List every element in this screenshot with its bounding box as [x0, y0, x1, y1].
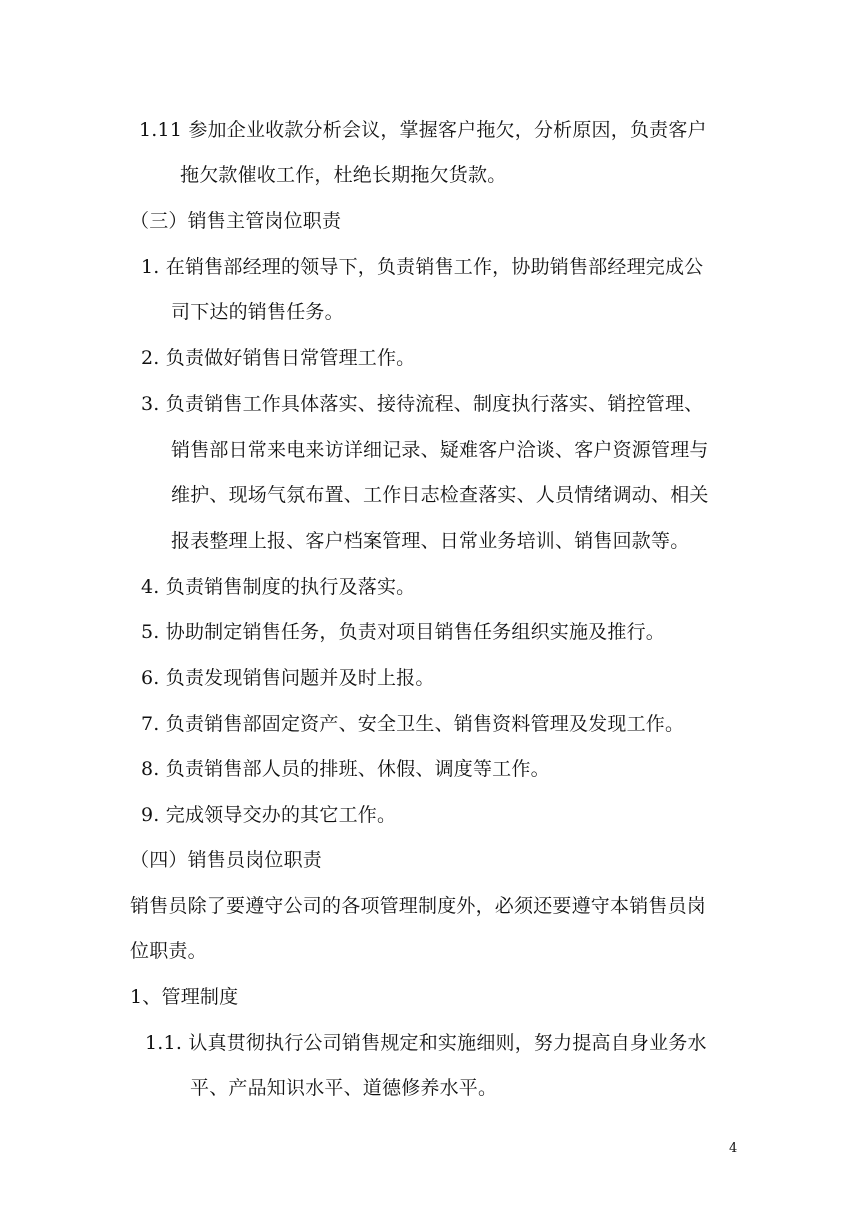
- section-3-item-1-number: 1.: [141, 256, 160, 278]
- section-3-item-1-line-2: 司下达的销售任务。: [171, 301, 344, 323]
- section-3-item-3-line-2: 销售部日常来电来访详细记录、疑难客户洽谈、客户资源管理与: [171, 439, 709, 461]
- item-1-11-line-1: [139, 117, 707, 143]
- section-4-intro-line-2: 位职责。: [130, 940, 207, 962]
- section-3-item-9: [141, 802, 396, 828]
- item-1-1-number: 1.1.: [145, 1032, 183, 1054]
- section-3-item-3-number: 3.: [141, 393, 160, 415]
- item-1-1-line-2: 平、产品知识水平、道德修养水平。: [190, 1077, 498, 1099]
- section-3-item-7: [141, 711, 684, 737]
- item-1-1-line-1: [145, 1030, 707, 1056]
- item-1-11-line-2: 拖欠款催收工作，杜绝长期拖欠货款。: [180, 164, 507, 186]
- item-1-1-text: 认真贯彻执行公司销售规定和实施细则，努力提高自身业务水: [188, 1032, 707, 1054]
- section-3-item-3-line-1: [141, 391, 703, 417]
- section-3-item-8-number: 8.: [141, 758, 160, 780]
- section-3-item-7-text: 负责销售部固定资产、安全卫生、销售资料管理及发现工作。: [165, 713, 685, 735]
- item-1-11-text: 参加企业收款分析会议，掌握客户拖欠，分析原因，负责客户: [188, 119, 707, 141]
- section-4-intro-line-1: 销售员除了要遵守公司的各项管理制度外，必须还要遵守本销售员岗: [130, 895, 707, 917]
- section-3-item-9-text: 完成领导交办的其它工作。: [165, 804, 397, 826]
- section-3-item-1-text: 在销售部经理的领导下，负责销售工作，协助销售部经理完成公: [165, 256, 704, 278]
- section-3-item-5-number: 5.: [141, 621, 160, 643]
- section-3-item-4-number: 4.: [141, 576, 160, 598]
- section-3-item-3-line-3: 维护、现场气氛布置、工作日志检查落实、人员情绪调动、相关: [171, 484, 709, 506]
- section-3-item-5: [141, 619, 665, 645]
- section-3-item-2-number: 2.: [141, 347, 160, 369]
- section-3-heading: （三）销售主管岗位职责: [130, 210, 342, 232]
- section-3-item-2: [141, 345, 415, 371]
- section-4-subheading: 1、管理制度: [130, 986, 239, 1008]
- section-3-item-8-text: 负责销售部人员的排班、休假、调度等工作。: [165, 758, 550, 780]
- section-3-item-9-number: 9.: [141, 804, 160, 826]
- section-3-item-5-text: 协助制定销售任务，负责对项目销售任务组织实施及推行。: [165, 621, 665, 643]
- section-3-item-2-text: 负责做好销售日常管理工作。: [165, 347, 416, 369]
- section-3-item-1-line-1: [141, 254, 703, 280]
- section-3-item-6: [141, 665, 435, 691]
- page-number: 4: [729, 1141, 738, 1156]
- section-4-heading: （四）销售员岗位职责: [130, 849, 323, 871]
- section-3-item-6-number: 6.: [141, 667, 160, 689]
- section-3-item-7-number: 7.: [141, 713, 160, 735]
- section-3-item-3-line-4: 报表整理上报、客户档案管理、日常业务培训、销售回款等。: [171, 530, 690, 552]
- section-3-item-8: [141, 756, 550, 782]
- section-3-item-6-text: 负责发现销售问题并及时上报。: [165, 667, 435, 689]
- section-3-item-4-text: 负责销售制度的执行及落实。: [165, 576, 416, 598]
- section-3-item-3-text: 负责销售工作具体落实、接待流程、制度执行落实、销控管理、: [165, 393, 704, 415]
- item-1-11-number: 1.11: [139, 119, 183, 141]
- section-3-item-4: [141, 574, 415, 600]
